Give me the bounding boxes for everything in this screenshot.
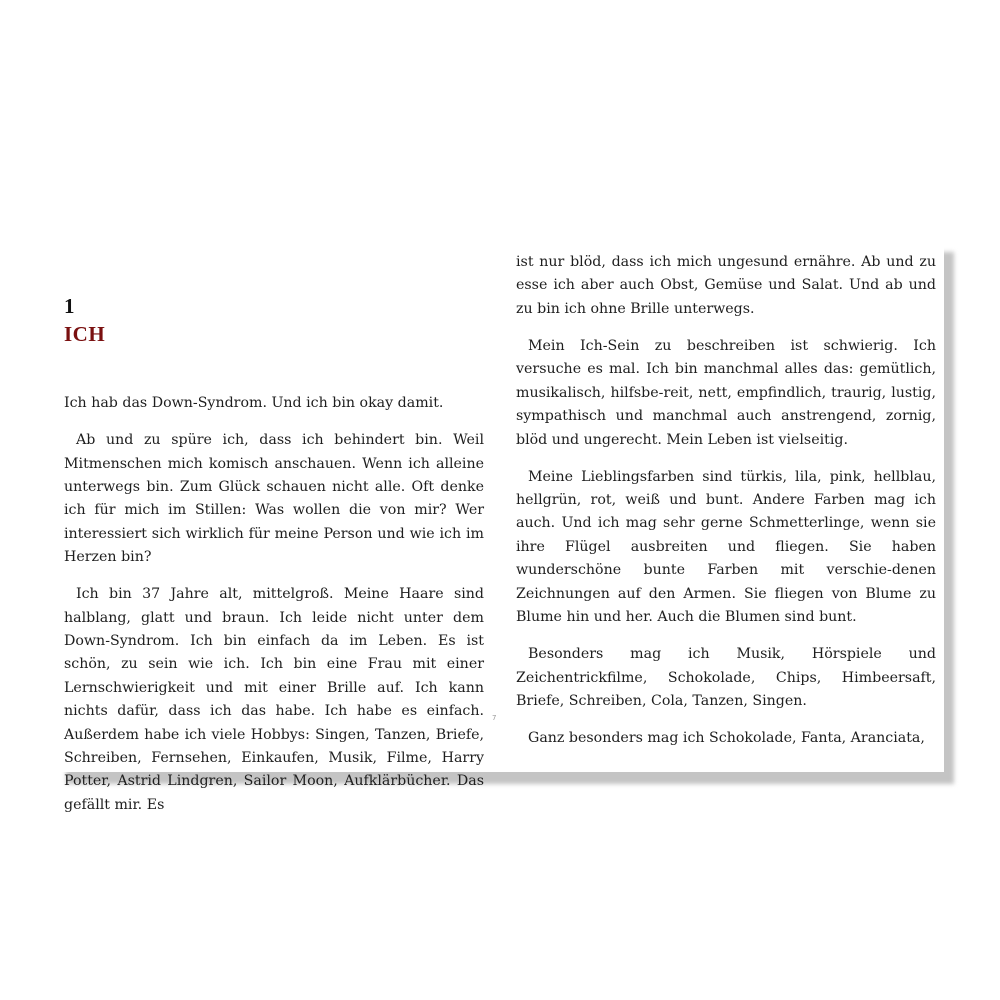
left-page bbox=[64, 242, 484, 813]
paragraph: Ich bin 37 Jahre alt, mittelgroß. Meine Haare sind halblang, glatt und braun. Ich leide nicht unter dem Down-Syndrom. Ich bin einfach da im Leben. Es ist schön, zu sein wie ich. Ich bin eine Frau mit einer Lernschwierigkeit und mit einer Brille auf. Ich kann nichts dafür, dass ich das habe. Ich habe es einfach. Außerdem habe ich viele Hobbys: Singen, Tanzen, Briefe, Schreiben, Fernsehen, Einkaufen, Musik, Filme, Harry Potter, Astrid Lindgren, Sailor Moon, Aufklärbücher. Das gefällt mir. Es bbox=[64, 586, 484, 813]
left-page-text bbox=[64, 392, 484, 831]
right-page bbox=[516, 242, 936, 772]
page-number: 7 bbox=[492, 714, 497, 722]
right-page-text bbox=[516, 251, 936, 764]
paragraph: ist nur blöd, dass ich mich ungesund ernähre. Ab und zu esse ich aber auch Obst, Gemüse und Salat. Und ab und zu bin ich ohne Brille unterwegs. bbox=[516, 254, 936, 317]
chapter-title: ICH bbox=[64, 322, 106, 346]
book-spread bbox=[56, 242, 944, 813]
paragraph: Mein Ich-Sein zu beschreiben ist schwierig. Ich versuche es mal. Ich bin manchmal alles das: gemütlich, musikalisch, hilfsbe-reit, nett, empfindlich, traurig, lustig, sympathisch und manchmal auch anstrengend, zornig, blöd und ungerecht. Mein Leben ist vielseitig. bbox=[516, 337, 936, 448]
paragraph: Besonders mag ich Musik, Hörspiele und Zeichentrickfilme, Schokolade, Chips, Himbeersaft, Briefe, Schreiben, Cola, Tanzen, Singen. bbox=[516, 646, 936, 709]
paragraph: Meine Lieblingsfarben sind türkis, lila, pink, hellblau, hellgrün, rot, weiß und bunt. Andere Farben mag ich auch. Und ich mag sehr gerne Schmetterlinge, wenn sie ihre Flügel ausbreiten und fliegen. Sie haben wunderschöne bunte Farben mit verschie-denen Zeichnungen auf den Armen. Sie fliegen von Blume zu Blume hin und her. Auch die Blumen sind bunt. bbox=[516, 468, 936, 626]
paragraph: Ganz besonders mag ich Schokolade, Fanta, Aranciata, bbox=[528, 730, 925, 747]
chapter-number: 1 bbox=[64, 294, 75, 318]
paragraph: Ab und zu spüre ich, dass ich behindert bin. Weil Mitmenschen mich komisch anschauen. Wenn ich alleine unterwegs bin. Zum Glück schauen nicht alle. Oft denke ich für mich im Stillen: Was wollen die von mir? Wer interessiert sich wirklich für meine Person und wie ich im Herzen bin? bbox=[64, 432, 484, 566]
paragraph: Ich hab das Down-Syndrom. Und ich bin okay damit. bbox=[64, 395, 444, 411]
